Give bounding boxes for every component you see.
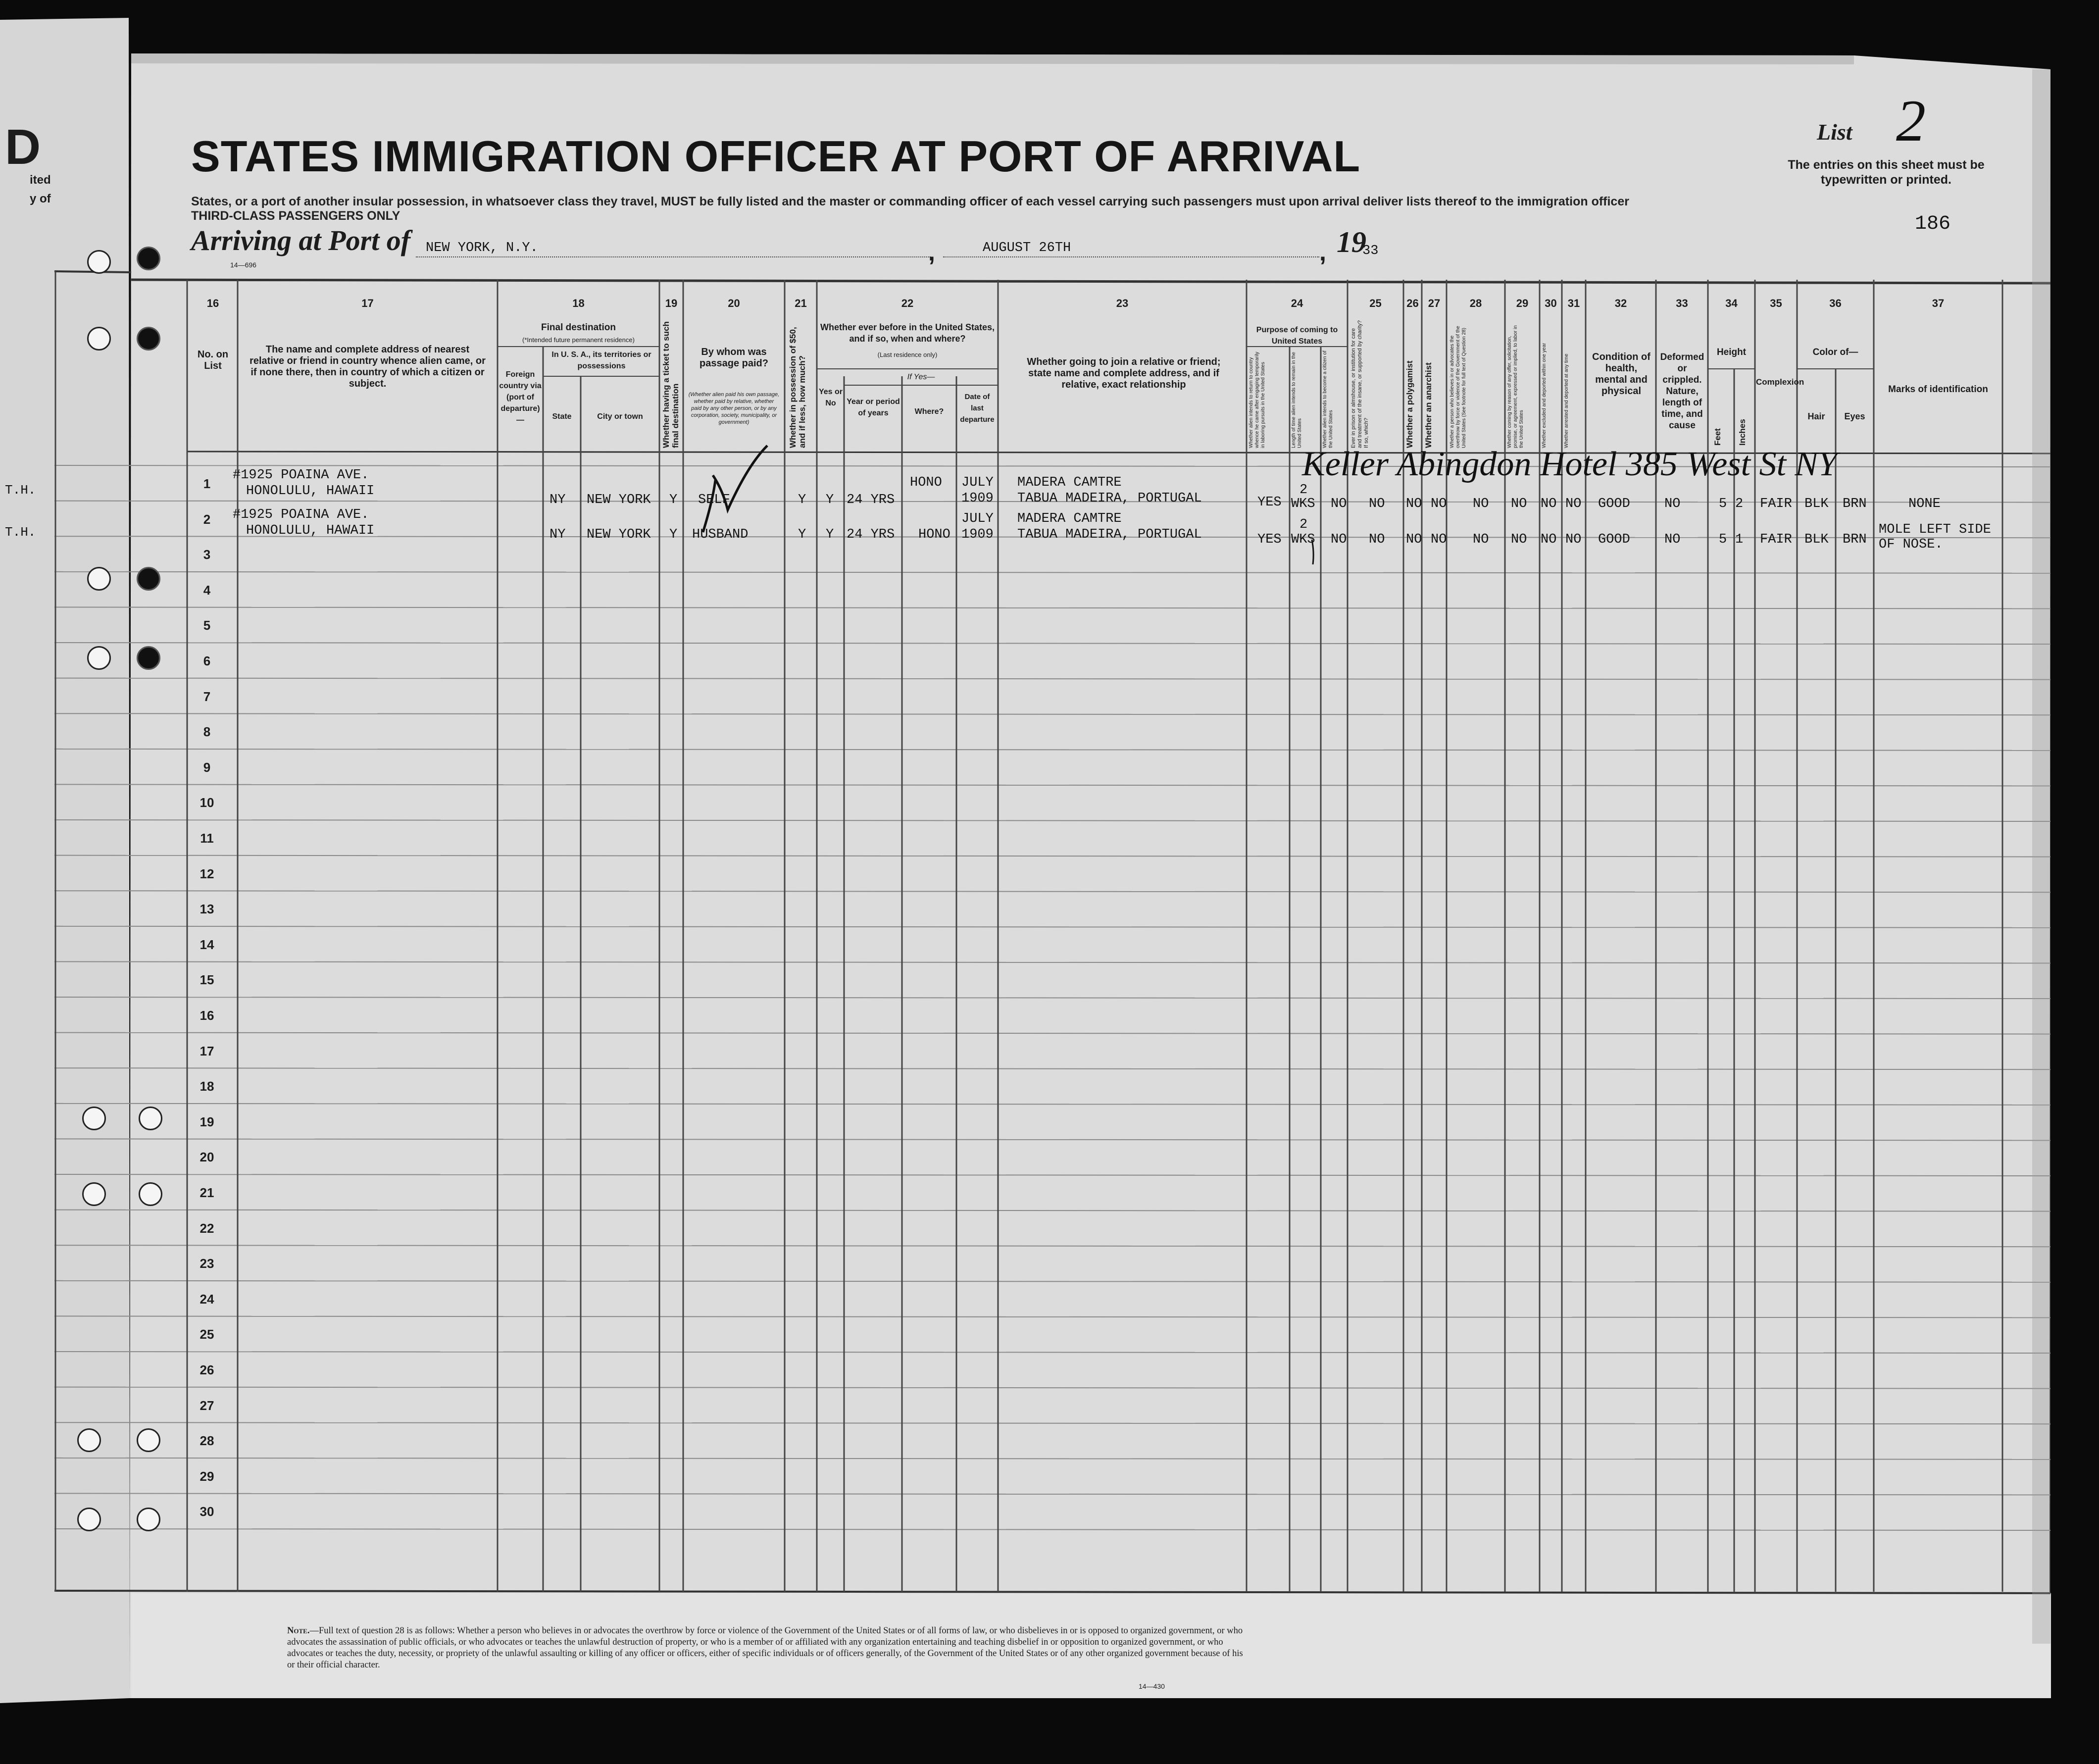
footnote-text: —Full text of question 28 is as follows: Whether a person who believes in or advocates the overthrow by force or violence of the Government of the United States or of all forms of law, or who disbelieves in or is opposed to organized government, or who advocates the assassination of public officials, or who advocates or teaches the unlawful destruction of property, or who is a member of or affiliated with any organization entertaining and teaching disbelief in or opposition to organized government, or who advocates or teaches the duty, necessity, or propriety of the unlawful assaulting or killing of any officer or officers, either of specific individuals or of officers generally, of the Government of the United States or of any other organized government because of his or their official character. <box>287 1626 1243 1670</box>
header-arrested: Whether arrested and deported at any time <box>1564 353 1569 448</box>
complexion: FAIR <box>1760 497 1792 511</box>
intends-return: YES <box>1257 495 1282 510</box>
header-length-stay: Length of time alien intends to remain in the United States <box>1291 352 1302 448</box>
comma-separator: , <box>1319 238 1326 266</box>
header-hair: Hair <box>1807 411 1825 421</box>
row-number: 29 <box>200 1468 214 1484</box>
overthrow: NO <box>1473 532 1489 547</box>
row-number: 15 <box>200 972 214 988</box>
header-where: Where? <box>914 407 944 416</box>
column-number: 29 <box>1516 297 1529 309</box>
offer-labor: NO <box>1511 497 1527 511</box>
column-number: 17 <box>361 297 374 309</box>
row-number: 16 <box>200 1008 214 1023</box>
header-feet: Feet <box>1713 428 1722 446</box>
join-relative-line2: TABUA MADEIRA, PORTUGAL <box>1017 527 1202 542</box>
dest-state: NY <box>550 493 566 507</box>
eye-color: BRN <box>1843 497 1867 511</box>
header-height: Height <box>1716 347 1747 357</box>
join-relative-line1: MADERA CAMTRE <box>1017 511 1122 526</box>
header-passage-note: (Whether alien paid his own passage, whether paid by relative, whether paid by any other person, or by any corporation, society, municipality, or government) <box>688 392 780 425</box>
offer-labor: NO <box>1511 532 1527 547</box>
join-relative-line1: MADERA CAMTRE <box>1017 475 1122 490</box>
dest-city: NEW YORK <box>587 527 651 542</box>
header-no-on-list: No. on List <box>197 349 229 371</box>
row-number: 5 <box>203 618 211 633</box>
before-in-us: Y <box>826 493 834 507</box>
header-in-usa: In U. S. A., its territories or possessions <box>551 351 651 370</box>
join-relative-line2: TABUA MADEIRA, PORTUGAL <box>1017 491 1202 506</box>
intends-return: YES <box>1257 532 1282 547</box>
last-departure-month: JULY <box>961 475 994 490</box>
column-number: 33 <box>1676 297 1688 309</box>
handwritten-tick <box>1307 537 1327 567</box>
list-number: 2 <box>1896 88 1926 153</box>
column-number: 25 <box>1369 297 1382 309</box>
row-number: 1 <box>203 476 211 491</box>
column-number: 27 <box>1428 297 1441 309</box>
entries-note: The entries on this sheet must be typewritten or printed. <box>1788 158 1985 187</box>
where-in-us: HONO <box>918 527 950 542</box>
header-years: Year or period of years <box>847 398 900 417</box>
header-complexion: Complexion <box>1756 377 1804 387</box>
footnote-lead: Note. <box>287 1626 310 1636</box>
header-before-in-us: Whether ever before in the United States, and if so, when and where? <box>820 322 995 344</box>
row-number: 30 <box>200 1504 214 1519</box>
polygamist: NO <box>1406 497 1422 511</box>
binder-hole <box>77 1508 101 1531</box>
intends-citizen: NO <box>1331 497 1347 511</box>
subtitle-class: THIRD-CLASS PASSENGERS ONLY <box>191 209 400 223</box>
row-number: 9 <box>203 759 211 775</box>
header-foreign-country: Foreign country via (port of departure)— <box>499 370 542 424</box>
intends-citizen: NO <box>1331 532 1347 547</box>
header-eyes: Eyes <box>1844 411 1865 421</box>
prison: NO <box>1369 497 1385 511</box>
ticket: Y <box>669 527 678 542</box>
length-of-stay-number: 2 <box>1299 517 1308 532</box>
binder-hole <box>87 250 111 274</box>
binder-hole <box>87 646 111 670</box>
column-number: 35 <box>1770 297 1782 309</box>
column-number: 26 <box>1406 297 1419 309</box>
binder-hole <box>82 1182 106 1206</box>
height-feet: 5 <box>1719 497 1727 511</box>
row-number: 19 <box>200 1114 214 1129</box>
binder-hole <box>137 1428 160 1452</box>
row-number: 26 <box>200 1362 214 1377</box>
binder-hole <box>139 1182 162 1206</box>
row-number: 22 <box>200 1220 214 1236</box>
excluded: NO <box>1541 532 1557 547</box>
port-underline <box>416 256 931 257</box>
column-number: 24 <box>1291 297 1303 309</box>
column-number: 30 <box>1545 297 1557 309</box>
deformed: NO <box>1664 532 1681 547</box>
arriving-label: Arriving at Port of <box>191 224 411 256</box>
left-edge-fragment: y of <box>30 192 51 205</box>
hair-color: BLK <box>1804 497 1829 511</box>
arrested: NO <box>1565 497 1582 511</box>
header-overthrow: Whether a person who believes in or advocates the overthrow by force or violence of the Government of the United States (See footnote for full text of Question 28) <box>1449 326 1467 448</box>
row-number: 25 <box>200 1327 214 1342</box>
column-number: 16 <box>206 297 219 309</box>
years-in-us: 24 YRS <box>847 493 895 507</box>
identification-marks: MOLE LEFT SIDE OF NOSE. <box>1879 522 1991 552</box>
row-number: 21 <box>200 1185 214 1200</box>
hair-color: BLK <box>1804 532 1829 547</box>
subtitle: States, or a port of another insular possession, in whatsoever class they travel, MUST be fully listed and the master or commanding officer of each vessel carrying such passengers must upon arrival deliver lists thereof to the immigration officer <box>191 195 1629 208</box>
last-departure-month: JULY <box>961 511 994 526</box>
height-inches: 1 <box>1735 532 1744 547</box>
dest-city: NEW YORK <box>587 493 651 507</box>
ticket: Y <box>669 493 678 507</box>
column-number: 20 <box>728 297 740 309</box>
height-feet: 5 <box>1719 532 1727 547</box>
column-number: 19 <box>665 297 678 309</box>
relative-address-line1: #1925 POAINA AVE. <box>233 468 369 483</box>
check-mark <box>693 436 772 535</box>
last-departure-year: 1909 <box>961 491 994 506</box>
column-number: 18 <box>572 297 585 309</box>
header-excluded: Whether excluded and deported within one year <box>1542 343 1547 448</box>
column-number: 22 <box>901 297 914 309</box>
identification-marks: NONE <box>1908 497 1941 511</box>
binder-hole <box>137 327 160 351</box>
dest-state: NY <box>550 527 566 542</box>
header-marks: Marks of identification <box>1888 384 1988 395</box>
header-last-departure: Date of last departure <box>960 393 995 424</box>
header-city: City or town <box>597 412 643 421</box>
relative-address-line1: #1925 POAINA AVE. <box>233 507 369 522</box>
length-of-stay-unit: WKS <box>1291 532 1315 547</box>
before-in-us: Y <box>826 527 834 542</box>
port-of-arrival: NEW YORK, N.Y. <box>426 241 538 255</box>
relative-address-line2: HONOLULU, HAWAII <box>246 523 375 538</box>
fifty-dollars: Y <box>798 493 806 507</box>
row-number: 3 <box>203 547 211 562</box>
margin-mark: T.H. <box>5 483 36 498</box>
health: GOOD <box>1598 497 1630 511</box>
row-number: 11 <box>200 831 214 846</box>
header-ticket: Whether having a ticket to such final destination <box>661 321 680 448</box>
header-yes-no: Yes or No <box>818 388 843 407</box>
page-title: STATES IMMIGRATION OFFICER AT PORT OF ARRIVAL <box>191 132 1361 181</box>
column-number: 34 <box>1725 297 1738 309</box>
page-number: 186 <box>1915 213 1951 235</box>
where-in-us: HONO <box>910 475 942 490</box>
anarchist: NO <box>1431 497 1447 511</box>
footnote <box>287 1625 1252 1671</box>
row-number: 27 <box>200 1398 214 1413</box>
margin-mark: T.H. <box>5 525 36 540</box>
length-of-stay-unit: WKS <box>1291 497 1315 511</box>
years-in-us: 24 YRS <box>847 527 895 542</box>
binder-hole <box>82 1107 106 1130</box>
anarchist: NO <box>1431 532 1447 547</box>
deformed: NO <box>1664 497 1681 511</box>
header-state: State <box>552 412 572 421</box>
header-purpose: Purpose of coming to United States <box>1256 326 1338 346</box>
row-number: 2 <box>203 511 211 527</box>
header-polygamist: Whether a polygamist <box>1405 360 1414 448</box>
arrested: NO <box>1565 532 1582 547</box>
header-final-destination-note: (*Intended future permanent residence) <box>522 336 635 344</box>
row-number: 13 <box>200 902 214 917</box>
year-prefix: 19 <box>1337 226 1366 258</box>
header-deformed: Deformed or crippled. Nature, length of time, and cause <box>1660 352 1704 431</box>
binder-hole <box>77 1428 101 1452</box>
passage-paid-by: HUSBAND <box>692 527 749 542</box>
header-nearest-relative: The name and complete address of nearest relative or friend in country whence alien came, or if none there, then in country of which a citizen or subject. <box>250 344 486 389</box>
binder-hole <box>137 1508 160 1531</box>
row-number: 4 <box>203 582 211 598</box>
row-number: 12 <box>200 866 214 881</box>
row-number: 10 <box>200 795 214 810</box>
passage-paid-by: SELF <box>698 493 730 507</box>
left-edge-letter: D <box>5 119 41 175</box>
column-number: 28 <box>1469 297 1482 309</box>
binder-hole <box>137 247 160 270</box>
column-number: 36 <box>1829 297 1842 309</box>
excluded: NO <box>1541 497 1557 511</box>
row-number: 6 <box>203 654 211 668</box>
column-number: 23 <box>1116 297 1129 309</box>
binder-hole <box>87 567 111 591</box>
header-color-of: Color of— <box>1812 347 1858 357</box>
row-number: 8 <box>203 724 211 740</box>
binder-hole <box>87 327 111 351</box>
row-number: 28 <box>200 1433 214 1449</box>
complexion: FAIR <box>1760 532 1792 547</box>
list-label: List <box>1817 119 1852 145</box>
row-number: 18 <box>200 1079 214 1094</box>
polygamist: NO <box>1406 532 1422 547</box>
date-underline <box>943 256 1319 257</box>
arrival-date: AUGUST 26TH <box>983 241 1071 255</box>
height-inches: 2 <box>1735 497 1744 511</box>
header-join-relative: Whether going to join a relative or friend; state name and complete address, and if relative, exact relationship <box>1027 356 1221 390</box>
header-inches: Inches <box>1738 419 1747 446</box>
header-if-yes: If Yes— <box>907 373 935 381</box>
column-number: 32 <box>1614 297 1627 309</box>
length-of-stay-number: 2 <box>1299 483 1308 498</box>
binder-hole <box>137 567 160 591</box>
comma-separator: , <box>928 238 935 266</box>
row-number: 7 <box>203 689 211 704</box>
row-number: 17 <box>200 1043 214 1058</box>
left-edge-fragment: ited <box>30 173 51 187</box>
column-number: 37 <box>1932 297 1945 309</box>
row-number: 23 <box>200 1256 214 1271</box>
prison: NO <box>1369 532 1385 547</box>
health: GOOD <box>1598 532 1630 547</box>
header-final-destination: Final destination <box>541 322 616 333</box>
header-intends-citizen: Whether alien intends to become a citizen of the United States <box>1322 351 1334 448</box>
column-number: 21 <box>795 297 807 309</box>
row-number: 24 <box>200 1291 214 1307</box>
column-number: 31 <box>1567 297 1580 309</box>
header-fifty-dollars: Whether in possession of $50, and if less, how much? <box>788 327 807 448</box>
eye-color: BRN <box>1843 532 1867 547</box>
row-number: 20 <box>200 1150 214 1165</box>
handwritten-address: Keller Abingdon Hotel 385 West St NY <box>1302 445 1838 483</box>
binder-hole <box>139 1107 162 1130</box>
form-fragment: 14—696 <box>230 261 256 269</box>
header-offer-labor: Whether coming by reason of any offer, solicitation, promise, or agreement, expressed or implied, to labor in the United States <box>1507 325 1524 448</box>
header-prison: Ever in prison or almshouse, or institution for care and treatment of the insane, or supported by charity? If so, which? <box>1350 320 1369 448</box>
year-suffix: 33 <box>1362 244 1379 258</box>
header-passage-paid: By whom was passage paid? <box>700 347 768 369</box>
overthrow: NO <box>1473 497 1489 511</box>
header-anarchist: Whether an anarchist <box>1424 362 1433 448</box>
header-intends-return: Whether alien intends to return to country whence he came after engaging temporarily in laboring pursuits in the United States <box>1249 352 1266 448</box>
form-number: 14—430 <box>1139 1682 1165 1690</box>
last-departure-year: 1909 <box>961 527 994 542</box>
header-before-note: (Last residence only) <box>877 351 938 358</box>
header-health: Condition of health, mental and physical <box>1592 352 1650 397</box>
relative-address-line2: HONOLULU, HAWAII <box>246 484 375 499</box>
row-number: 14 <box>200 937 214 952</box>
fifty-dollars: Y <box>798 527 806 542</box>
binder-hole <box>137 646 160 670</box>
